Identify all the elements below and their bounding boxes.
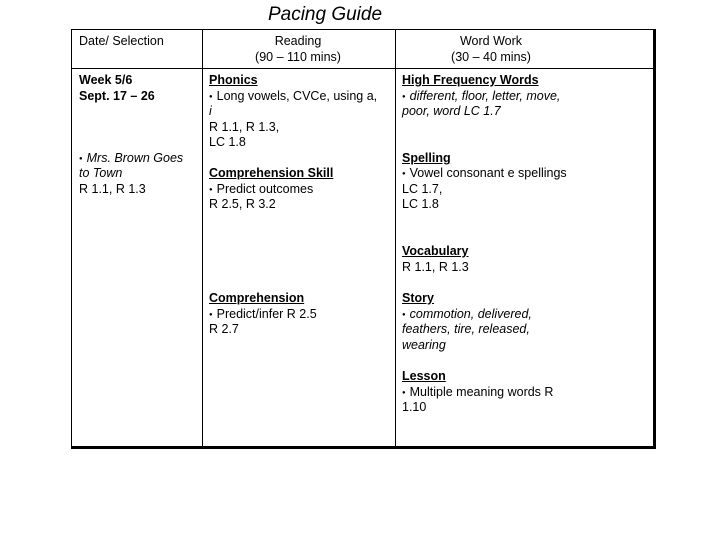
high-frequency-words-heading: High Frequency Words [402, 73, 539, 87]
spelling-heading: Spelling [402, 151, 451, 165]
comprehension-heading: Comprehension [209, 291, 305, 305]
comprehension-standards: R 2.7 [209, 322, 239, 336]
high-frequency-words-item: ● different, floor, letter, move, [402, 89, 560, 106]
vocabulary-standards: R 1.1, R 1.3 [402, 260, 469, 274]
lesson-item-cont: 1.10 [402, 400, 427, 414]
spelling-standards: LC 1.7, [402, 182, 443, 196]
selection-title: ● Mrs. Brown Goes [79, 151, 183, 168]
comprehension-item: ● Predict/infer R 2.5 [209, 307, 317, 324]
phonics-standards: R 1.1, R 1.3, [209, 120, 280, 134]
header-date-selection: Date/ Selection [79, 34, 164, 48]
phonics-item: ● Long vowels, CVCe, using a, [209, 89, 377, 106]
lesson-item: ● Multiple meaning words R [402, 385, 553, 402]
spelling-item: ● Vowel consonant e spellings [402, 166, 567, 183]
selection-standards: R 1.1, R 1.3 [79, 182, 146, 196]
date-range: Sept. 17 – 26 [79, 89, 155, 103]
header-divider [72, 68, 653, 69]
comprehension-skill-heading: Comprehension Skill [209, 166, 334, 180]
column-divider [202, 30, 203, 446]
spelling-standards-cont: LC 1.8 [402, 197, 439, 211]
phonics-standards-cont: LC 1.8 [209, 135, 246, 149]
story-words-cont: feathers, tire, released, [402, 322, 530, 336]
selection-title-cont: to Town [79, 166, 123, 180]
story-words-cont: wearing [402, 338, 446, 352]
header-reading: Reading [274, 34, 322, 48]
comprehension-skill-standards: R 2.5, R 3.2 [209, 197, 276, 211]
week-label: Week 5/6 [79, 73, 133, 87]
comprehension-skill-item: ● Predict outcomes [209, 182, 313, 199]
lesson-heading: Lesson [402, 369, 446, 383]
header-word-work: Word Work [459, 34, 523, 48]
high-frequency-words-item-cont: poor, word LC 1.7 [402, 104, 501, 118]
page-title: Pacing Guide [267, 4, 383, 25]
header-reading-time: (90 – 110 mins) [255, 50, 341, 64]
phonics-item-cont: i [209, 104, 212, 118]
story-words: ● commotion, delivered, [402, 307, 532, 324]
phonics-heading: Phonics [209, 73, 258, 87]
story-heading: Story [402, 291, 434, 305]
header-word-work-time: (30 – 40 mins) [451, 50, 531, 64]
column-divider [395, 30, 396, 446]
vocabulary-heading: Vocabulary [402, 244, 469, 258]
